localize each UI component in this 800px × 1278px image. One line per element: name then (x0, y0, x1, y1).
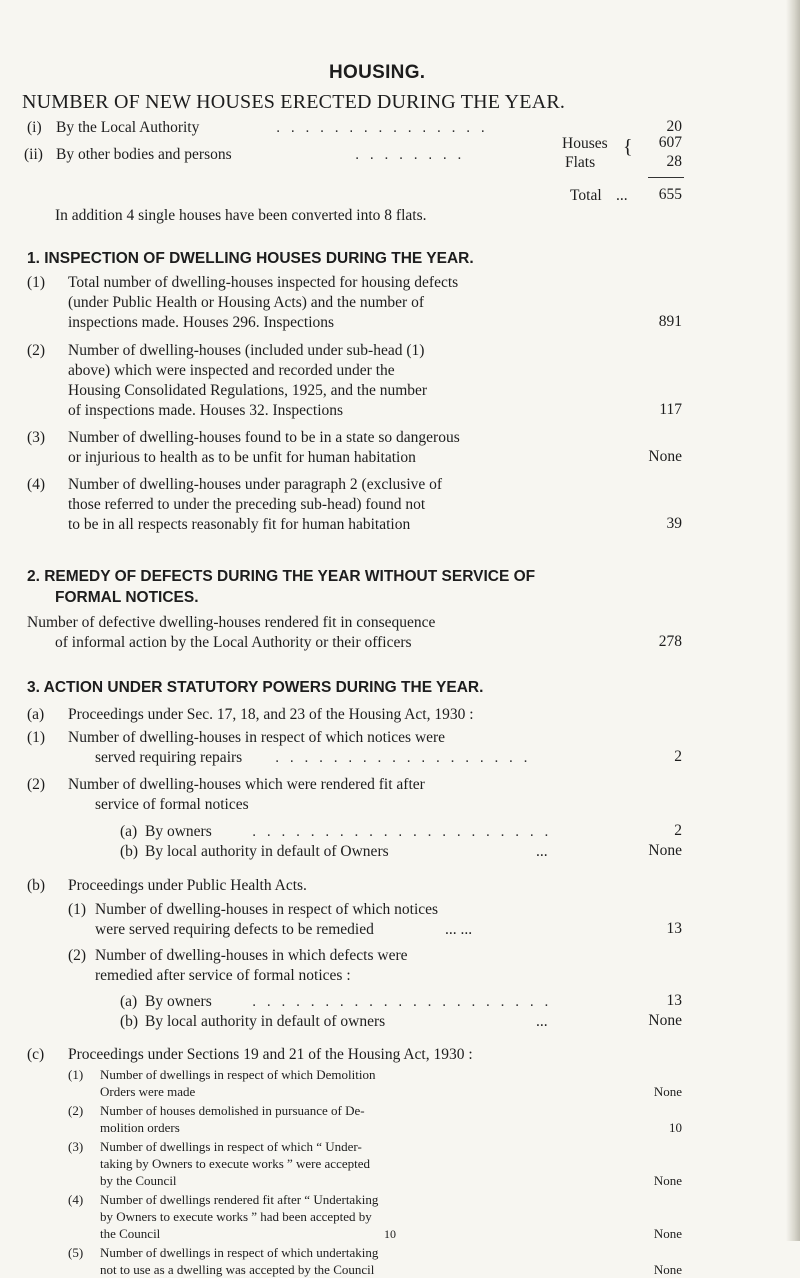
c-item-1-text: Number of dwellings in respect of which Demolition (100, 1067, 376, 1082)
houses-value: 607 (658, 134, 682, 151)
proceedings-sections-19-21: Proceedings under Sections 19 and 21 of the Housing Act, 1930 : (68, 1046, 473, 1063)
s1-item-4-marker: (4) (27, 476, 46, 493)
total-value: 655 (658, 186, 682, 203)
s1-item-2-value: 117 (659, 401, 682, 418)
section-1-heading: 1. INSPECTION OF DWELLING HOUSES DURING THE YEAR. (27, 250, 474, 267)
local-authority-marker: (i) (27, 119, 42, 136)
c-item-2-marker: (2) (68, 1103, 84, 1118)
flats-value: 28 (666, 153, 682, 170)
c-item-4-value: None (653, 1226, 682, 1241)
local-authority-value: 20 (666, 118, 682, 135)
s1-item-1-value: 891 (658, 313, 682, 330)
conversion-note: In addition 4 single houses have been converted into 8 flats. (55, 207, 427, 224)
proceedings-housing-act: Proceedings under Sec. 17, 18, and 23 of the Housing Act, 1930 : (68, 706, 474, 723)
section-2-heading-cont: FORMAL NOTICES. (55, 589, 199, 606)
c-item-3-value: None (653, 1173, 682, 1188)
houses-label: Houses (562, 135, 608, 152)
flats-label: Flats (565, 154, 596, 171)
document-page: HOUSING. NUMBER OF NEW HOUSES ERECTED DURING THE YEAR. (i) By the Local Authority . . . . . . . . . . . . . . . 20 (ii) By other bodies and persons . . . . . . . . Houses Flats { 607 28 Total ... 655 In addition 4 single houses have been converted into 8 flats. 1. INSPECTION OF DWELLING HOUSES DURING THE YEAR. (1) Total number of dwelling-houses inspected for housing defects (under Public Health or Housing Acts) and the number of inspections made. Houses 296. Inspections 891 (2) Number of dwelling-houses (included under sub-head (1) above) which were inspected and recorded under the Housing Consolidated Regulations, 1925, and the number of inspections made. Houses 32. Inspections 117 (3) Number of dwelling-houses found to be in a state so dangerous or injurious to health as to be unfit for human habitation None (4) Number of dwelling-houses under paragraph 2 (exclusive of those referred to under the preceding sub-head) found not to be in all respects reasonably fit for human habitation 39 2. REMEDY OF DEFECTS DURING THE YEAR WITHOUT SERVICE OF FORMAL NOTICES. Number of defective dwelling-houses rendered fit in consequence of informal action by the Local Authority or their officers 278 3. ACTION UNDER STATUTORY POWERS DURING THE YEAR. (a) Proceedings under Sec. 17, 18, and 23 of the Housing Act, 1930 : (1) Number of dwelling-houses in respect of which notices were served requiring repairs . . . . . . . . . . . . . . . . . . 2 (2) Number of dwelling-houses which were rendered fit after service of formal notices (a) By owners . . . . . . . . . . . . . . . . . . . . . 2 (b) By local authority in default of Owners ... None (b) Proceedings under Public Health Acts. (1) Number of dwelling-houses in respect of which notices were served requiring defects to be remedied ... ... 13 (2) Number of dwelling-houses in which defects were remedied after service of formal notices : (a) By owners . . . . . . . . . . . . . . . . . . . . . 13 (b) By local authority in default of owners ... None (c) Proceedings under Sections 19 and 21 of the Housing Act, 1930 : (1) Number of dwellings in respect of which Demolition Orders were made None (2) Number of houses demolished in pursuance of De- molition orders 10 (3) Number of dwellings in respect of which “ Under- taking by Owners to execute works ” were accepted by the Council None (4) Number of dwellings rendered fit after “ Undertaking by Owners to execute works ” had been accepted by the Council None (5) Number of dwellings in respect of which undertaking not to use as a dwelling was accepted by the Council None 10 (0, 0, 800, 1241)
c-item-1-value: None (653, 1084, 682, 1099)
s1-item-2-marker: (2) (27, 342, 46, 359)
c-item-5-marker: (5) (68, 1245, 84, 1260)
other-bodies-marker: (ii) (24, 146, 43, 163)
c-item-2-text: Number of houses demolished in pursuance of De- (100, 1103, 365, 1118)
s1-item-3-value: None (648, 448, 682, 465)
section-2-heading: 2. REMEDY OF DEFECTS DURING THE YEAR WITHOUT SERVICE OF (27, 568, 536, 585)
page-number: 10 (384, 1227, 396, 1241)
page-title: HOUSING. (329, 62, 426, 83)
c-item-3-marker: (3) (68, 1139, 84, 1154)
c-item-5-value: None (653, 1262, 682, 1277)
c-item-1-marker: (1) (68, 1067, 84, 1082)
section-2-value: 278 (658, 633, 682, 650)
other-bodies-text: By other bodies and persons (56, 146, 232, 163)
total-label: Total (570, 187, 602, 204)
page-edge-shadow (786, 0, 800, 1241)
local-authority-text: By the Local Authority (56, 119, 200, 136)
c-item-5-text: Number of dwellings in respect of which undertaking (100, 1245, 379, 1260)
proceedings-public-health: Proceedings under Public Health Acts. (68, 877, 307, 894)
c-item-2-value: 10 (669, 1120, 682, 1135)
s1-item-1-marker: (1) (27, 274, 46, 291)
s1-item-3-marker: (3) (27, 429, 46, 446)
section-3-heading: 3. ACTION UNDER STATUTORY POWERS DURING THE YEAR. (27, 679, 484, 696)
c-item-3-text: Number of dwellings in respect of which “ Under- (100, 1139, 362, 1154)
c-item-4-text: Number of dwellings rendered fit after “ Undertaking (100, 1192, 379, 1207)
s1-item-4-value: 39 (666, 515, 682, 532)
c-item-4-marker: (4) (68, 1192, 84, 1207)
new-houses-heading: NUMBER OF NEW HOUSES ERECTED DURING THE YEAR. (22, 91, 566, 113)
